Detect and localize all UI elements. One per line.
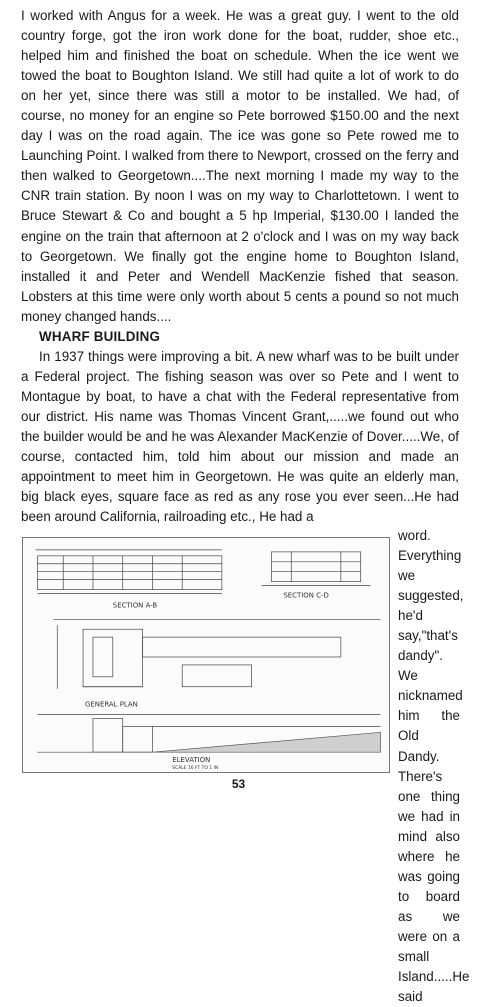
paragraph-wharf: In 1937 things were improving a bit. A new wharf was to be built under a Federal project. The fishing season was over so Pete and I went to Montague by boat, to have a chat with the Federal representative from our district. His name was Thomas Vincent Grant,.....we found out who the builder would be and he was Alexander MacKenzie of Dover.....We, of course, contacted him, told him about our mission and made an appointment to meet him in Georgetown. He was quite an elderly man, big black eyes, square face as red as any rose you ever seen...He had been around California, railroading etc., He had a [21, 348, 459, 525]
scale-note: SCALE 16 FT TO 1 IN [172, 766, 219, 772]
section-heading: WHARF BUILDING [39, 328, 161, 344]
section-cd-label: SECTION C-D [283, 591, 329, 600]
main-text-column [21, 6, 459, 527]
wharf-blueprint-drawing [23, 538, 389, 772]
paragraph-angus: I worked with Angus for a week. He was a great guy. I went to the old country forge, got the iron work done for the boat, rudder, shoe etc., helped him and finished the boat on schedule. When the ice went we towed the boat to Boughton Island. We still had quite a lot of work to do on her yet, since there was still a motor to be installed. We had, of course, no money for an engine so Pete borrowed $150.00 and the next day I was on the road again. The ice was gone so Pete rowed me to Launching Point. I walked from there to Newport, crossed on the ferry and then walked to Georgetown....The next morning I made my way to the CNR train station. By noon I was on my way to Charlottetown. I went to Bruce Stewart & Co and bought a 5 hp Imperial, $130.00 I landed the engine on the train that afternoon at 2 o'clock and I was on my way back to Georgetown. We finally got the engine home to Boughton Island, installed it and Peter and Wendell MacKenzie fished that season. Lobsters at this time were only worth about 5 cents a pound so not much money changed hands.... [21, 8, 459, 324]
general-plan-label: GENERAL PLAN [85, 700, 138, 709]
page-number: 53 [231, 777, 246, 791]
section-ab-label: SECTION A-B [112, 601, 158, 610]
wharf-blueprint-figure [22, 537, 390, 773]
side-paragraph: word. Everything we suggested, he'd say,"that's dandy". We nicknamed him the Old Dandy. There's one thing we had in mind also where he was going to board as we were on a small Island.....He said [398, 528, 470, 1005]
wrapped-side-text [398, 526, 470, 1007]
elevation-label: ELEVATION [172, 756, 211, 765]
